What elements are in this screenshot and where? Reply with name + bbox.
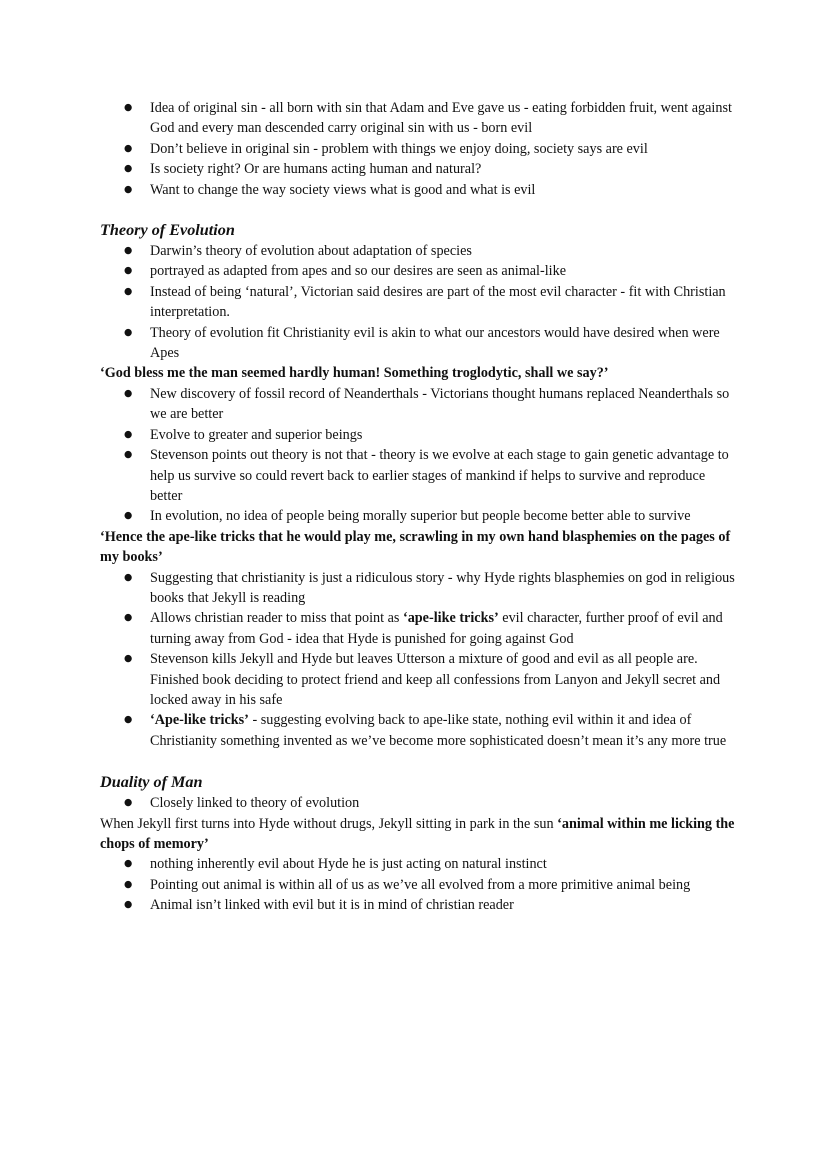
quote-troglodytic (100, 363, 736, 383)
duality-paragraph (100, 814, 736, 855)
list-item: ● Idea of original sin - all born with sin that Adam and Eve gave us - eating forbidden fruit, went against God and every man descended carry original sin with us - born evil (100, 98, 736, 139)
list-item: ● Darwin’s theory of evolution about adaptation of species (100, 241, 736, 261)
text-segment: Allows christian reader to miss that point as (150, 610, 403, 627)
duality-bullet-list (100, 793, 736, 813)
list-item: ● Don’t believe in original sin - problem with things we enjoy doing, society says are evil (100, 139, 736, 159)
list-item: ● nothing inherently evil about Hyde he is just acting on natural instinct (100, 854, 736, 874)
list-item: ● Want to change the way society views what is good and what is evil (100, 180, 736, 200)
heading-theory-of-evolution: Theory of Evolution (100, 221, 235, 240)
quote-text: ‘God bless me the man seemed hardly human! Something troglodytic, shall we say?’ (100, 365, 609, 382)
list-item (100, 608, 736, 649)
list-item: ● Closely linked to theory of evolution (100, 793, 736, 813)
list-item: ● Pointing out animal is within all of us as we’ve all evolved from a more primitive animal being (100, 875, 736, 895)
list-item: ● Stevenson points out theory is not that - theory is we evolve at each stage to gain genetic advantage to help us survive so could revert back to earlier stages of mankind if helps to survive and reproduce better (100, 445, 736, 506)
quote-text: ‘Hence the ape-like tricks that he would play me, scrawling in my own hand blasphemies on the pages of my books’ (100, 528, 731, 566)
bold-quote: ‘ape-like tricks’ (402, 610, 499, 627)
heading-duality-of-man: Duality of Man (100, 773, 203, 792)
bold-quote: ‘animal within me licking the chops of memory’ (100, 815, 735, 852)
evolution-bullet-list (100, 241, 736, 363)
list-item: ● Instead of being ‘natural’, Victorian said desires are part of the most evil character - fit with Christian interpretation. (100, 282, 736, 323)
list-item: ● Stevenson kills Jekyll and Hyde but leaves Utterson a mixture of good and evil as all people are. Finished book deciding to protect friend and keep all confessions from Lanyon and Jekyll secret and locked away in his safe (100, 649, 736, 710)
list-item: ● Evolve to greater and superior beings (100, 425, 736, 445)
document-content (100, 98, 736, 916)
text-segment: When Jekyll first turns into Hyde without drugs, Jekyll sitting in park in the sun (100, 815, 558, 832)
quote2-bullet-list (100, 568, 736, 752)
quote-ape-like-tricks (100, 527, 736, 568)
text-segment: - suggesting evolving back to ape-like state, nothing evil within it and idea of Christianity something invented as we’ve become more sophisticated doesn’t mean it’s any more true (150, 712, 727, 749)
list-item: ● New discovery of fossil record of Neanderthals - Victorians thought humans replaced Neanderthals so we are better (100, 384, 736, 425)
list-item: ● Theory of evolution fit Christianity evil is akin to what our ancestors would have desired when were Apes (100, 323, 736, 364)
quote1-bullet-list (100, 384, 736, 527)
text-segment: evil character, further proof of evil and turning away from God - idea that Hyde is punished for going against God (150, 610, 723, 647)
list-item: ● portrayed as adapted from apes and so our desires are seen as animal-like (100, 261, 736, 281)
list-item: ● Animal isn’t linked with evil but it is in mind of christian reader (100, 895, 736, 915)
bold-quote: ‘Ape-like tricks’ (150, 712, 249, 729)
list-item: ● Is society right? Or are humans acting human and natural? (100, 159, 736, 179)
list-item: ● In evolution, no idea of people being morally superior but people become better able to survive (100, 506, 736, 526)
list-item: ● Suggesting that christianity is just a ridiculous story - why Hyde rights blasphemies on god in religious books that Jekyll is reading (100, 568, 736, 609)
intro-bullet-list (100, 98, 736, 200)
list-item (100, 710, 736, 751)
duality-bullet-list-2 (100, 854, 736, 915)
